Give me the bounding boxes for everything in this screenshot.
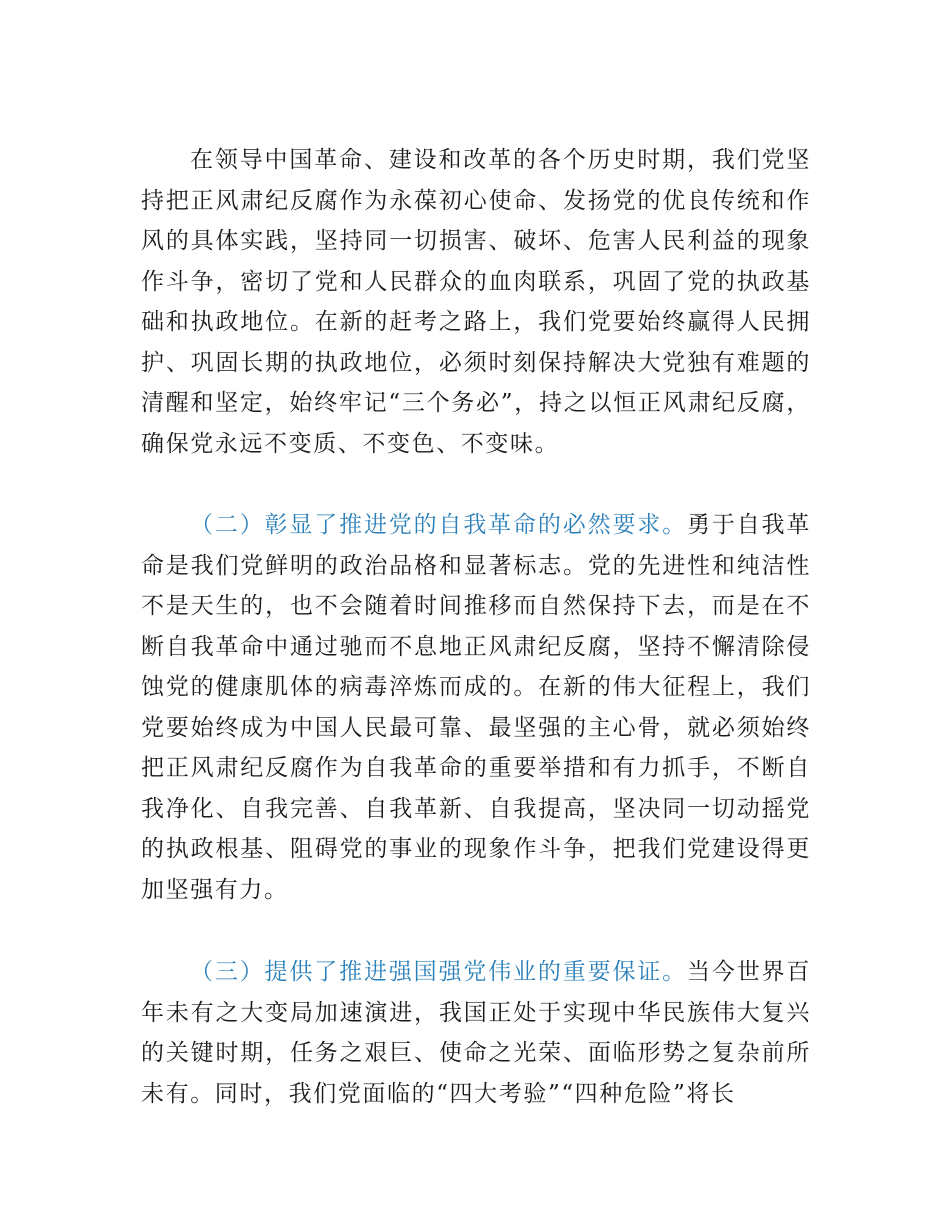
- paragraph-party-history: [141, 140, 811, 464]
- section-heading-3: （三）提供了推进强国强党伟业的重要保证。: [190, 959, 687, 985]
- paragraph-self-revolution: [141, 505, 811, 910]
- section-heading-2: （二）彰显了推进党的自我革命的必然要求。: [190, 512, 687, 538]
- paragraph-2-text: 勇于自我革命是我们党鲜明的政治品格和显著标志。党的先进性和纯洁性不是天生的，也不会随着时间推移而自然保持下去，而是在不断自我革命中通过驰而不息地正风肃纪反腐，坚持不懈清除侵蚀党的健康肌体的病毒淬炼而成的。在新的伟大征程上，我们党要始终成为中国人民最可靠、最坚强的主心骨，就必须始终把正风肃纪反腐作为自我革命的重要举措和有力抓手，不断自我净化、自我完善、自我革新、自我提高，坚决同一切动摇党的执政根基、阻碍党的事业的现象作斗争，把我们党建设得更加坚强有力。: [141, 512, 811, 903]
- paragraph-strong-nation: [141, 952, 811, 1114]
- paragraph-3-text: 当今世界百年未有之大变局加速演进，我国正处于实现中华民族伟大复兴的关键时期，任务之艰巨、使命之光荣、面临形势之复杂前所未有。同时，我们党面临的“四大考验”“四种危险”将长: [141, 959, 811, 1107]
- paragraph-1-text: 在领导中国革命、建设和改革的各个历史时期，我们党坚持把正风肃纪反腐作为永葆初心使命、发扬党的优良传统和作风的具体实践，坚持同一切损害、破坏、危害人民利益的现象作斗争，密切了党和人民群众的血肉联系，巩固了党的执政基础和执政地位。在新的赶考之路上，我们党要始终赢得人民拥护、巩固长期的执政地位，必须时刻保持解决大党独有难题的清醒和坚定，始终牢记“三个务必”，持之以恒正风肃纪反腐，确保党永远不变质、不变色、不变味。: [141, 147, 811, 457]
